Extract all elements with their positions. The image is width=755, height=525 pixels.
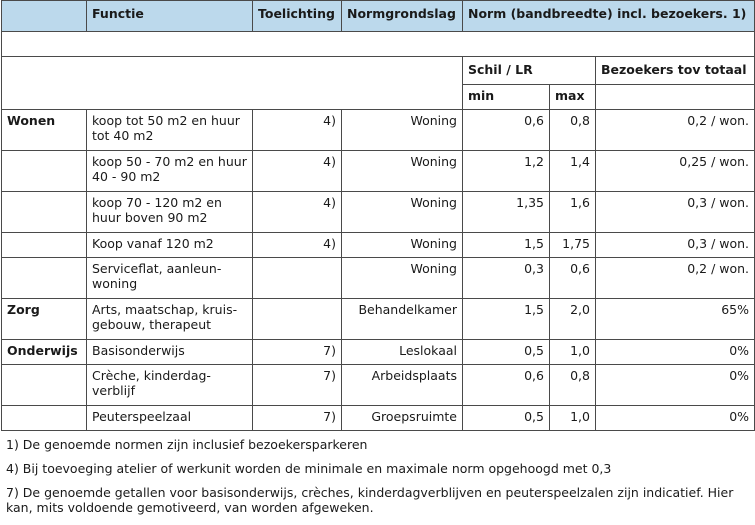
category-cell [2, 151, 87, 192]
explanation-cell: 7) [253, 365, 342, 406]
parking-norms-table [1, 0, 755, 431]
function-cell: Peuterspeelzaal [87, 406, 253, 431]
function-cell: Serviceflat, aanleun-woning [87, 258, 253, 299]
function-cell: koop 50 - 70 m2 en huur 40 - 90 m2 [87, 151, 253, 192]
footnotes [6, 437, 755, 515]
norm-basis-cell: Woning [342, 110, 463, 151]
function-cell: Basisonderwijs [87, 340, 253, 365]
category-cell [2, 233, 87, 258]
visitors-cell: 0% [596, 340, 755, 365]
norm-basis-cell: Woning [342, 151, 463, 192]
explanation-cell: 7) [253, 340, 342, 365]
min-cell: 0,5 [463, 406, 550, 431]
function-cell: koop 70 - 120 m2 en huur boven 90 m2 [87, 192, 253, 233]
explanation-cell [253, 299, 342, 340]
visitors-cell: 0,3 / won. [596, 233, 755, 258]
min-cell: 0,6 [463, 110, 550, 151]
visitors-cell: 0,2 / won. [596, 258, 755, 299]
max-cell: 0,8 [550, 365, 596, 406]
subheader-shell: Schil / LR [463, 57, 596, 85]
max-cell: 1,0 [550, 340, 596, 365]
table-row [2, 192, 755, 233]
norm-basis-cell: Woning [342, 258, 463, 299]
max-cell: 2,0 [550, 299, 596, 340]
visitors-cell: 0% [596, 406, 755, 431]
table-row [2, 151, 755, 192]
norm-basis-cell: Woning [342, 192, 463, 233]
category-cell [2, 365, 87, 406]
explanation-cell: 4) [253, 233, 342, 258]
max-cell: 0,6 [550, 258, 596, 299]
max-cell: 0,8 [550, 110, 596, 151]
min-cell: 1,5 [463, 299, 550, 340]
subheader-min: min [463, 85, 550, 110]
header-norm-range: Norm (bandbreedte) incl. bezoekers. 1) [463, 1, 755, 32]
explanation-cell: 4) [253, 192, 342, 233]
table-row [2, 406, 755, 431]
function-cell: Arts, maatschap, kruis-gebouw, therapeut [87, 299, 253, 340]
category-cell [2, 258, 87, 299]
footnote-1: 1) De genoemde normen zijn inclusief bezoekersparkeren [6, 437, 368, 452]
header-function: Functie [87, 1, 253, 32]
function-cell: Crèche, kinderdag-verblijf [87, 365, 253, 406]
spacer-row [2, 32, 755, 57]
visitors-cell: 0,3 / won. [596, 192, 755, 233]
footnote-7: 7) De genoemde getallen voor basisonderwijs, crèches, kinderdagverblijven en peuterspeelzalen zijn indicatief. Hier kan, mits voldoende gemotiveerd, van worden afgeweken. [6, 485, 734, 515]
explanation-cell: 4) [253, 110, 342, 151]
visitors-cell: 65% [596, 299, 755, 340]
explanation-cell [253, 258, 342, 299]
footnote-4: 4) Bij toevoeging atelier of werkunit worden de minimale en maximale norm opgehoogd met 0,3 [6, 461, 612, 476]
visitors-cell: 0% [596, 365, 755, 406]
table-row [2, 299, 755, 340]
header-empty [2, 1, 87, 32]
norm-basis-cell: Leslokaal [342, 340, 463, 365]
explanation-cell: 7) [253, 406, 342, 431]
max-cell: 1,0 [550, 406, 596, 431]
function-cell: koop tot 50 m2 en huur tot 40 m2 [87, 110, 253, 151]
subheader-max: max [550, 85, 596, 110]
min-cell: 1,5 [463, 233, 550, 258]
table-row [2, 110, 755, 151]
min-cell: 0,6 [463, 365, 550, 406]
visitors-cell: 0,25 / won. [596, 151, 755, 192]
min-cell: 0,5 [463, 340, 550, 365]
category-cell: Onderwijs [2, 340, 87, 365]
header-row [2, 1, 755, 32]
header-norm-basis: Normgrondslag [342, 1, 463, 32]
explanation-cell: 4) [253, 151, 342, 192]
header-explanation: Toelichting [253, 1, 342, 32]
table-row [2, 233, 755, 258]
category-cell: Wonen [2, 110, 87, 151]
norm-basis-cell: Behandelkamer [342, 299, 463, 340]
norm-basis-cell: Woning [342, 233, 463, 258]
visitors-cell: 0,2 / won. [596, 110, 755, 151]
function-cell: Koop vanaf 120 m2 [87, 233, 253, 258]
subheader-visitors: Bezoekers tov totaal [596, 57, 755, 85]
max-cell: 1,6 [550, 192, 596, 233]
subheader-row [2, 57, 755, 85]
category-cell [2, 406, 87, 431]
table-row [2, 340, 755, 365]
max-cell: 1,4 [550, 151, 596, 192]
max-cell: 1,75 [550, 233, 596, 258]
min-cell: 1,2 [463, 151, 550, 192]
min-cell: 1,35 [463, 192, 550, 233]
table-row [2, 258, 755, 299]
table-row [2, 365, 755, 406]
category-cell [2, 192, 87, 233]
norm-basis-cell: Arbeidsplaats [342, 365, 463, 406]
category-cell: Zorg [2, 299, 87, 340]
norm-basis-cell: Groepsruimte [342, 406, 463, 431]
min-cell: 0,3 [463, 258, 550, 299]
